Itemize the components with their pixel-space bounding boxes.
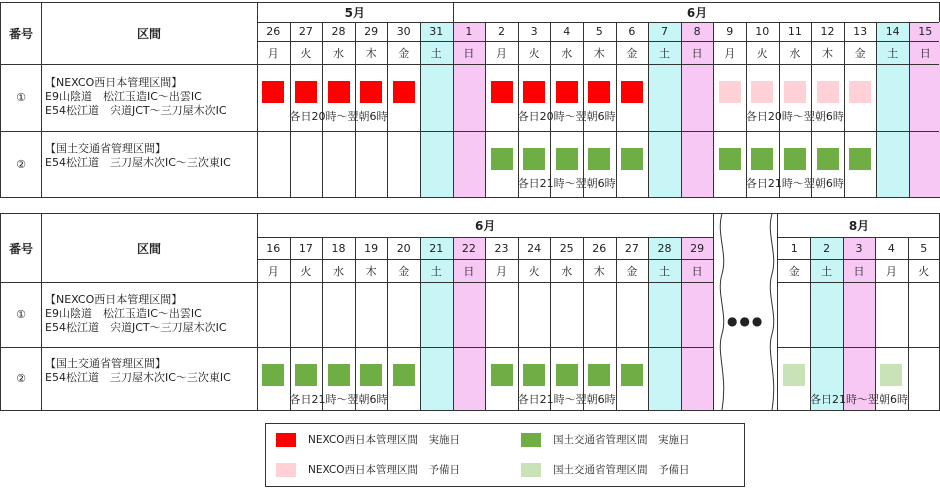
- grid-line: [908, 237, 909, 410]
- weekday: 土: [876, 41, 909, 64]
- day-number: 25: [559, 241, 574, 255]
- day-number: 17: [298, 241, 313, 255]
- closure-marker: [817, 148, 839, 170]
- day-number: 28: [331, 25, 346, 38]
- weekday: 金: [398, 264, 410, 278]
- day-number: 3: [530, 25, 538, 38]
- grid-line: [453, 3, 454, 197]
- day-number: 9: [726, 25, 734, 38]
- break-wave: [714, 214, 780, 410]
- closure-marker: [295, 364, 317, 386]
- day-number: 6: [628, 25, 636, 38]
- day-number: 29: [681, 237, 714, 259]
- weekday: 月: [495, 46, 507, 60]
- legend-swatch: [521, 463, 541, 477]
- day-number: 4: [887, 241, 895, 255]
- closure-marker: [880, 364, 902, 386]
- month-label: 6月: [686, 6, 708, 20]
- route-section: 【国土交通省管理区間】 E54松江道 三刀屋木次IC～三次東IC: [45, 356, 231, 384]
- closure-marker: [328, 81, 350, 103]
- weekday: 月: [267, 46, 279, 60]
- weekday: 木: [821, 46, 833, 60]
- time-note: 各日21時～翌朝6時: [517, 393, 616, 406]
- weekday: 土: [420, 41, 453, 64]
- closure-marker: [588, 81, 610, 103]
- grid-line: [485, 22, 486, 197]
- grid-line: [257, 3, 258, 197]
- holiday-column: [453, 282, 486, 410]
- closure-marker: [556, 81, 578, 103]
- legend-item: [276, 432, 460, 447]
- day-number: 7: [648, 22, 681, 41]
- closure-marker: [491, 81, 513, 103]
- weekday: 水: [332, 46, 344, 60]
- time-note: 各日20時～翌朝6時: [745, 110, 844, 123]
- grid-line: [41, 3, 42, 197]
- weekday: 土: [810, 259, 842, 282]
- grid-line: [1, 131, 939, 132]
- grid-line: [257, 214, 258, 410]
- time-note: 各日21時～翌朝6時: [810, 393, 908, 406]
- grid-line: [713, 22, 714, 197]
- legend-item: [521, 432, 690, 447]
- weekday: 土: [648, 41, 681, 64]
- grid-line: [583, 237, 584, 410]
- day-number: 31: [420, 22, 453, 41]
- day-number: 5: [920, 241, 928, 255]
- legend-label: 国土交通省管理区間 予備日: [553, 464, 690, 476]
- weekday: 火: [918, 264, 930, 278]
- grid-line: [648, 237, 649, 410]
- closure-marker: [621, 364, 643, 386]
- time-note: 各日20時～翌朝6時: [289, 110, 388, 123]
- legend-label: NEXCO西日本管理区間 実施日: [308, 434, 461, 446]
- day-number: 14: [876, 22, 909, 41]
- grid-line: [257, 41, 939, 42]
- time-note: 各日21時～翌朝6時: [517, 177, 616, 190]
- closure-marker: [849, 148, 871, 170]
- closure-marker: [817, 81, 839, 103]
- closure-marker: [523, 148, 545, 170]
- time-note: 各日21時～翌朝6時: [289, 393, 388, 406]
- closure-marker: [849, 81, 871, 103]
- day-number: 13: [853, 25, 868, 38]
- day-number: 8: [681, 22, 714, 41]
- day-number: 26: [266, 25, 281, 38]
- route-number: ①: [16, 308, 26, 321]
- legend-swatch: [276, 433, 296, 447]
- route-number: ②: [16, 372, 26, 385]
- grid-line: [290, 237, 291, 410]
- legend-swatch: [521, 433, 541, 447]
- day-number: 10: [755, 25, 770, 38]
- grid-line: [420, 22, 421, 197]
- grid-line: [1, 64, 939, 65]
- weekday: 木: [593, 264, 605, 278]
- closure-marker: [556, 364, 578, 386]
- weekday: 月: [885, 264, 897, 278]
- grid-line: [387, 237, 388, 410]
- weekday: 日: [453, 259, 486, 282]
- day-number: 28: [648, 237, 681, 259]
- closure-marker: [783, 364, 805, 386]
- weekday: 金: [788, 264, 800, 278]
- weekday: 水: [561, 46, 573, 60]
- grid-line: [875, 237, 876, 410]
- day-number: 1: [790, 241, 798, 255]
- time-note: 各日21時～翌朝6時: [745, 177, 844, 190]
- weekday: 火: [528, 264, 540, 278]
- grid-line: [420, 237, 421, 410]
- weekday: 火: [756, 46, 768, 60]
- day-number: 3: [843, 237, 875, 259]
- grid-line: [257, 22, 939, 23]
- day-number: 5: [595, 25, 603, 38]
- day-number: 24: [527, 241, 542, 255]
- weekday: 日: [843, 259, 875, 282]
- grid-line: [909, 22, 910, 197]
- day-number: 4: [563, 25, 571, 38]
- day-number: 23: [494, 241, 509, 255]
- legend-label: NEXCO西日本管理区間 予備日: [308, 464, 461, 476]
- month-label: 5月: [344, 6, 365, 20]
- grid-line: [355, 237, 356, 410]
- grid-line: [387, 22, 388, 197]
- weekday: 日: [681, 41, 714, 64]
- day-number: 26: [592, 241, 607, 255]
- closure-marker: [588, 148, 610, 170]
- day-number: 29: [364, 25, 379, 38]
- day-number: 30: [396, 25, 411, 38]
- weekday: 木: [593, 46, 605, 60]
- closure-marker: [491, 148, 513, 170]
- grid-line: [810, 237, 811, 410]
- grid-line: [257, 237, 939, 238]
- header-section: 区間: [136, 27, 161, 41]
- grid-line: [616, 22, 617, 197]
- grid-line: [485, 237, 486, 410]
- day-number: 27: [624, 241, 639, 255]
- closure-marker: [393, 81, 415, 103]
- grid-line: [681, 237, 682, 410]
- grid-line: [257, 259, 939, 260]
- header-number: 番号: [8, 27, 33, 41]
- closure-marker: [262, 81, 284, 103]
- legend-item: [276, 462, 460, 477]
- grid-line: [1, 282, 939, 283]
- grid-line: [876, 22, 877, 197]
- weekday: 月: [495, 264, 507, 278]
- grid-line: [616, 237, 617, 410]
- day-number: 21: [420, 237, 453, 259]
- day-number: 2: [497, 25, 505, 38]
- closure-marker: [523, 81, 545, 103]
- closure-marker: [523, 364, 545, 386]
- ellipsis: ●●●: [726, 314, 765, 328]
- route-section: 【NEXCO西日本管理区間】 E9山陰道 松江玉造IC～出雲IC E54松江道 宍道JCT～三刀屋木次IC: [45, 75, 227, 117]
- weekday: 土: [648, 259, 681, 282]
- day-number: 16: [266, 241, 281, 255]
- grid-line: [1, 347, 939, 348]
- grid-line: [453, 237, 454, 410]
- month-label: 6月: [475, 219, 496, 233]
- route-number: ②: [16, 157, 26, 171]
- grid-line: [41, 214, 42, 410]
- grid-line: [550, 237, 551, 410]
- day-number: 20: [396, 241, 411, 255]
- day-number: 18: [331, 241, 346, 255]
- weekday: 金: [854, 46, 866, 60]
- time-note: 各日20時～翌朝6時: [517, 110, 616, 123]
- route-section: 【NEXCO西日本管理区間】 E9山陰道 松江玉造IC～出雲IC E54松江道 宍道JCT～三刀屋木次IC: [45, 292, 227, 334]
- weekday: 月: [267, 264, 279, 278]
- closure-marker: [360, 364, 382, 386]
- weekday: 土: [420, 259, 453, 282]
- weekday: 火: [528, 46, 540, 60]
- date-break-gap: [713, 214, 778, 410]
- day-number: 15: [909, 22, 940, 41]
- grid-line: [648, 22, 649, 197]
- day-number: 22: [453, 237, 486, 259]
- schedule-table-may-june: [0, 2, 940, 198]
- weekday: 金: [626, 46, 638, 60]
- weekday: 水: [561, 264, 573, 278]
- weekday: 木: [365, 264, 377, 278]
- day-number: 12: [820, 25, 835, 38]
- closure-marker: [784, 81, 806, 103]
- weekday: 日: [909, 41, 940, 64]
- legend-swatch: [276, 463, 296, 477]
- closure-marker: [360, 81, 382, 103]
- grid-line: [681, 22, 682, 197]
- day-number: 19: [364, 241, 379, 255]
- closure-marker: [784, 148, 806, 170]
- closure-marker: [295, 81, 317, 103]
- weekday: 火: [300, 46, 312, 60]
- weekday: 日: [681, 259, 714, 282]
- day-number: 2: [810, 237, 842, 259]
- grid-line: [844, 22, 845, 197]
- day-number: 1: [453, 22, 486, 41]
- header-number: 番号: [8, 241, 33, 256]
- weekday: 月: [724, 46, 736, 60]
- day-number: 11: [787, 25, 802, 38]
- closure-marker: [751, 148, 773, 170]
- closure-marker: [621, 148, 643, 170]
- closure-marker: [751, 81, 773, 103]
- closure-marker: [393, 364, 415, 386]
- schedule-table-june-august: [0, 213, 940, 411]
- day-number: 27: [298, 25, 313, 38]
- weekday: 金: [626, 264, 638, 278]
- weekday: 火: [300, 264, 312, 278]
- month-label: 8月: [848, 219, 870, 233]
- weekday: 金: [398, 46, 410, 60]
- grid-line: [518, 237, 519, 410]
- weekday: 水: [789, 46, 801, 60]
- holiday-column: [648, 282, 681, 410]
- closure-marker: [328, 364, 350, 386]
- route-section: 【国土交通省管理区間】 E54松江道 三刀屋木次IC～三次東IC: [45, 142, 231, 169]
- legend-item: [521, 462, 690, 477]
- holiday-column: [681, 282, 714, 410]
- route-number: ①: [16, 91, 26, 104]
- closure-marker: [588, 364, 610, 386]
- closure-marker: [262, 364, 284, 386]
- closure-marker: [621, 81, 643, 103]
- closure-marker: [719, 148, 741, 170]
- weekday: 水: [332, 264, 344, 278]
- grid-line: [322, 237, 323, 410]
- legend-label: 国土交通省管理区間 実施日: [553, 434, 690, 446]
- weekday: 日: [453, 41, 486, 64]
- legend: [265, 423, 745, 487]
- closure-marker: [556, 148, 578, 170]
- holiday-column: [420, 282, 453, 410]
- closure-marker: [719, 81, 741, 103]
- grid-line: [843, 237, 844, 410]
- header-section: 区間: [136, 241, 161, 256]
- closure-marker: [491, 364, 513, 386]
- weekday: 木: [365, 46, 377, 60]
